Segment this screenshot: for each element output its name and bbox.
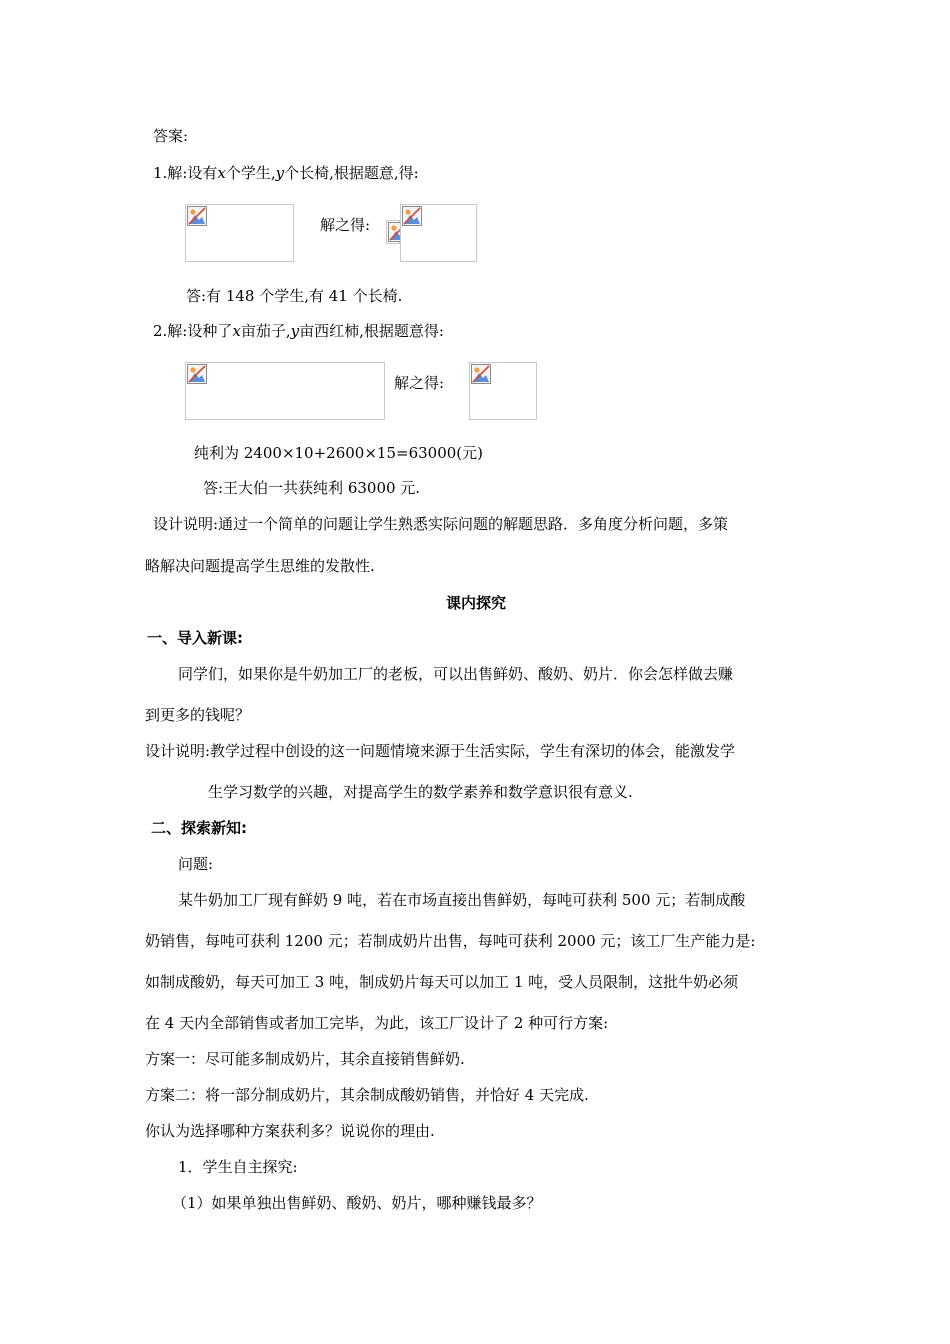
q2-answer: 答:王大伯一共获纯利 63000 元.: [203, 479, 421, 497]
q2-solution-image: [469, 362, 537, 420]
q1-setup: 1.解:设有x个学生,y个长椅,根据题意,得:: [153, 164, 419, 182]
broken-image-icon: [187, 206, 207, 226]
broken-image-icon: [402, 206, 422, 226]
q1-equation-image: [185, 204, 294, 262]
problem-line2: 奶销售，每吨可获利 1200 元；若制成奶片出售，每吨可获利 2000 元；该工厂生产能力是:: [145, 932, 756, 950]
design-note-line2: 略解决问题提高学生思维的发散性.: [145, 557, 375, 575]
part1-para-line1: 同学们，如果你是牛奶加工厂的老板，可以出售鲜奶、酸奶、奶片．你会怎样做去赚: [178, 665, 734, 683]
q1-answer: 答:有 148 个学生,有 41 个长椅.: [186, 287, 403, 305]
q2-solve-label: 解之得:: [394, 374, 445, 392]
step-one: 1．学生自主探究:: [178, 1158, 298, 1176]
q2-setup: 2.解:设种了x亩茄子,y亩西红柿,根据题意得:: [153, 322, 444, 340]
q1-solve-label: 解之得:: [320, 216, 371, 234]
sub-question-one: （1）如果单独出售鲜奶、酸奶、奶片，哪种赚钱最多？: [172, 1194, 542, 1212]
problem-line4: 在 4 天内全部销售或者加工完毕，为此，该工厂设计了 2 种可行方案:: [145, 1014, 609, 1032]
q1-solution-image: [400, 204, 477, 262]
plan-one: 方案一：尽可能多制成奶片，其余直接销售鲜奶.: [145, 1050, 465, 1068]
answer-heading: 答案:: [153, 127, 189, 145]
part1-note-line1: 设计说明:教学过程中创设的这一问题情境来源于生活实际，学生有深切的体会，能激发学: [145, 742, 736, 760]
plan-two: 方案二：将一部分制成奶片，其余制成酸奶销售，并恰好 4 天完成.: [145, 1086, 589, 1104]
problem-line3: 如制成酸奶，每天可加工 3 吨，制成奶片每天可以加工 1 吨，受人员限制，这批牛奶必须: [145, 973, 739, 991]
broken-image-icon: [187, 364, 207, 384]
part1-para-line2: 到更多的钱呢？: [145, 706, 251, 724]
q2-profit: 纯利为 2400×10+2600×15=63000(元): [194, 444, 483, 462]
question-prompt: 你认为选择哪种方案获利多？说说你的理由.: [145, 1122, 435, 1140]
problem-line1: 某牛奶加工厂现有鲜奶 9 吨，若在市场直接出售鲜奶，每吨可获利 500 元；若制成酸: [178, 891, 746, 909]
broken-image-icon: [471, 364, 491, 384]
part1-heading: 一、导入新课:: [147, 629, 243, 647]
design-note-line1: 设计说明:通过一个简单的问题让学生熟悉实际问题的解题思路．多角度分析问题，多策: [153, 515, 729, 533]
part2-heading: 二、探索新知:: [151, 819, 247, 837]
q2-equation-image: [185, 362, 385, 420]
section-title: 课内探究: [446, 594, 507, 612]
part1-note-line2: 生学习数学的兴趣，对提高学生的数学素养和数学意识很有意义.: [208, 783, 633, 801]
question-label: 问题:: [178, 855, 214, 873]
q1-solution-image-small: [386, 220, 400, 244]
broken-image-icon: [388, 222, 400, 242]
